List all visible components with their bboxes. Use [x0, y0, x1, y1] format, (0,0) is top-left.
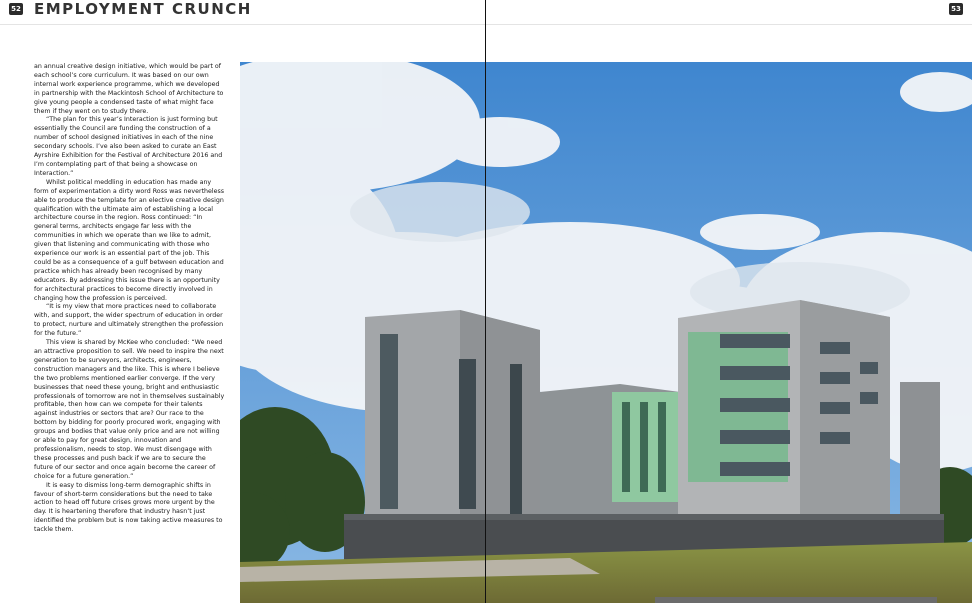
page-number-left: 52	[9, 3, 23, 15]
article-text-column	[34, 63, 226, 603]
page-spine	[485, 0, 486, 603]
article-paragraph-2: “The plan for this year’s Interaction is just forming but essentially the Council are funding the construction of a number of school designed initiatives in each of the nine secondary schools. I’ve also been asked to curate an East Ayrshire Exhibition for the Festival of Architecture 2016 and I’m contemplating part of that being a showcase on Interaction.”	[34, 116, 223, 177]
page-header	[0, 0, 972, 25]
building-photo	[240, 62, 972, 603]
article-paragraph-1: an annual creative design initiative, which would be part of each school’s core curriculum. It was based on our own internal work experience programme, which we developed in partnership with the Mackintosh School of Architecture to give young people a condensed taste of what might face them if they went on to study there.	[34, 63, 224, 115]
article-paragraph-3: Whilst political meddling in education has made any form of experimentation a dirty word Ross was nevertheless able to produce the template for an elective creative design qualification with the ultimate aim of establishing a local architecture course in the region. Ross continued: “In general terms, architects engage far less with the communities in which we operate than we like to admit, given that listening and communicating with those who experience our work is an essential part of the job. This could be as a consequence of a gulf between education and practice which has already been recognised by many educators. By addressing this issue there is an opportunity for architectural practices to become directly involved in changing how the profession is perceived.	[34, 178, 225, 302]
article-paragraph-6: It is easy to dismiss long-term demographic shifts in favour of short-term considerations but the need to take action to head off future crises grows more urgent by the day. It is heartening therefore that industry hasn’t just identified the problem but is now taking active measures to tackle them.	[34, 481, 223, 534]
page-number-right: 53	[949, 3, 963, 15]
article-paragraph-4: “It is my view that more practices need to collaborate with, and support, the wider spectrum of education in order to protect, nurture and ultimately strengthen the profession for the future.”	[34, 303, 224, 338]
caption-bar	[655, 597, 937, 603]
section-title: EMPLOYMENT CRUNCH	[34, 0, 252, 18]
article-paragraph-5: This view is shared by McKee who concluded: “We need an attractive proposition to sell. We need to inspire the next generation to be surveyors, architects, engineers, construction managers and the like. This is where I believe the two problems mentioned earlier converge. If the very businesses that need these young, bright and enthusiastic professionals of tomorrow are not in themselves sustainably profitable, then how can we compete for their talents against industries or sectors that are? Our race to the bottom by bidding for poorly procured work, engaging with groups and bodies that value only price and are not willing or able to pay for great design, innovation and professionalism, needs to stop. We must disengage with these processes and push back if we are to secure the future of our sector and once again become the career of choice for a future generation.”	[34, 339, 225, 480]
